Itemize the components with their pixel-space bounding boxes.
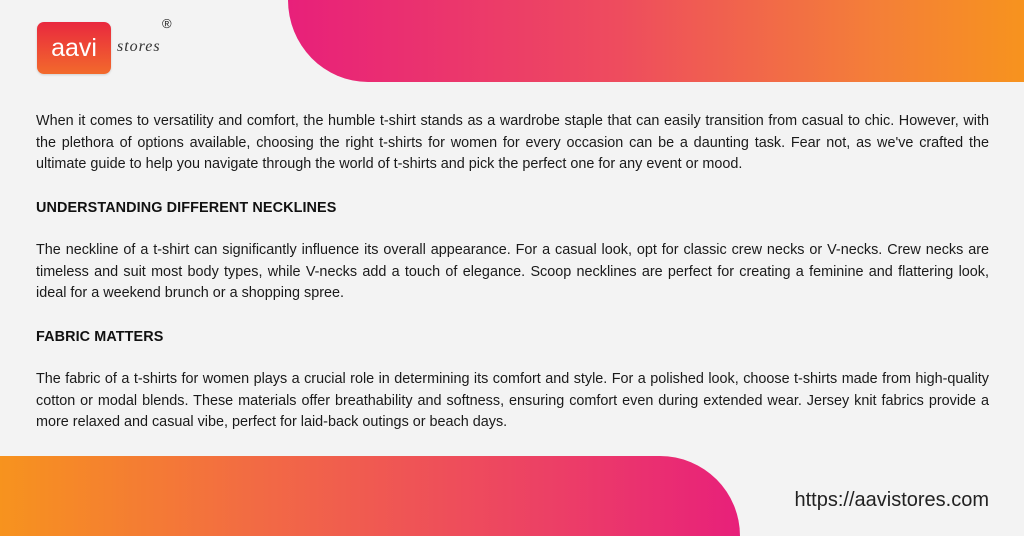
brand-logo[interactable] [37,22,111,74]
logo-tagline: stores [117,38,161,55]
website-url[interactable]: https://aavistores.com [794,489,989,511]
section-heading-fabric: FABRIC MATTERS [36,328,164,345]
top-gradient-banner [288,0,1024,82]
section-paragraph-fabric: The fabric of a t-shirts for women plays a crucial role in determining its comfort and style. For a polished look, choose t-shirts made from high-quality cotton or modal blends. These materials offer breathability and softness, ensuring comfort even during extended wear. Jersey knit fabrics provide a more relaxed and casual vibe, perfect for laid-back outings or beach days. [36,371,989,430]
intro-paragraph: When it comes to versatility and comfort, the humble t-shirt stands as a wardrobe staple that can easily transition from casual to chic. However, with the plethora of options available, choosing the right t-shirts for women for every occasion can be a daunting task. Fear not, as we've crafted the ultimate guide to help you navigate through the world of t-shirts and pick the perfect one for any event or mood. [36,113,989,172]
bottom-gradient-banner [0,456,740,536]
article-body [36,111,989,434]
registered-mark: ® [162,16,172,31]
section-paragraph-necklines: The neckline of a t-shirt can significantly influence its overall appearance. For a casual look, opt for classic crew necks or V-necks. Crew necks are timeless and suit most body types, while V-necks add a touch of elegance. Scoop necklines are perfect for creating a feminine and flattering look, ideal for a weekend brunch or a shopping spree. [36,242,989,301]
section-heading-necklines: UNDERSTANDING DIFFERENT NECKLINES [36,199,337,216]
logo-text: aavi [51,33,97,62]
